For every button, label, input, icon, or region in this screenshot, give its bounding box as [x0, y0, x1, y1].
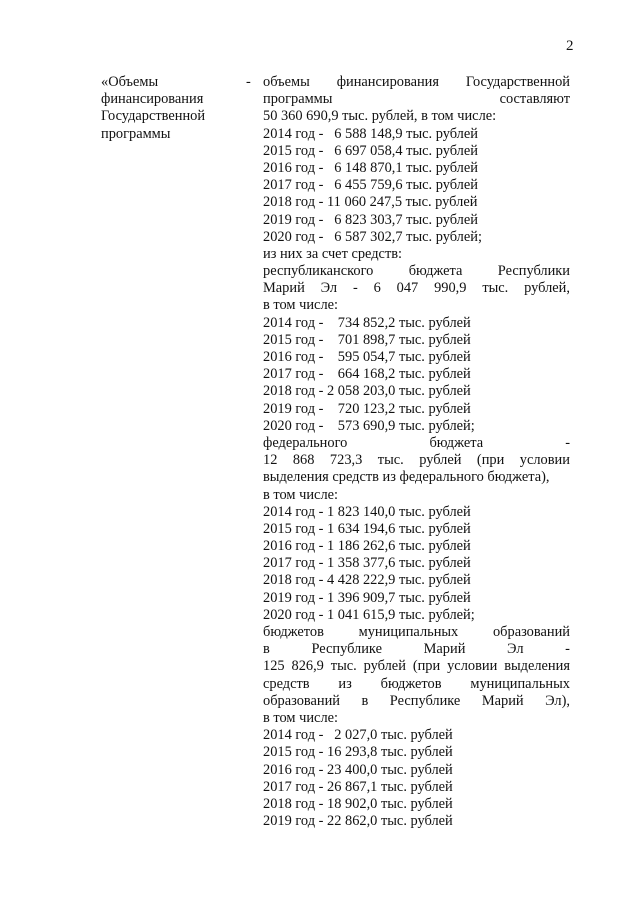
financing-line: 2019 год - 1 396 909,7 тыс. рублей [263, 589, 471, 606]
financing-word: 868 [292, 452, 315, 469]
financing-word: тыс. [377, 452, 404, 469]
financing-word: Республике [311, 641, 382, 658]
financing-word: бюджетов [380, 675, 442, 692]
financing-word: бюджета [408, 263, 463, 280]
financing-word: муниципальных [358, 624, 459, 640]
financing-line: 2017 год - 6 455 759,6 тыс. рублей [263, 177, 478, 194]
financing-line: в том числе: [263, 486, 339, 503]
financing-line: в том числе: [263, 709, 339, 726]
financing-word: Эл [320, 280, 338, 297]
financing-word: финансирования [336, 74, 439, 90]
financing-line: 2015 год - 1 634 194,6 тыс. рублей [263, 520, 471, 537]
section-label-line: «Объемы [101, 74, 159, 90]
financing-word: 6 [373, 280, 381, 297]
financing-line: 2020 год - 6 587 302,7 тыс. рублей; [263, 228, 482, 245]
financing-line: 2015 год - 701 898,7 тыс. рублей [263, 331, 471, 348]
financing-word: (при [412, 658, 441, 675]
financing-line: 2017 год - 26 867,1 тыс. рублей [263, 778, 453, 795]
financing-word: из [338, 675, 352, 692]
page-number: 2 [566, 38, 574, 54]
financing-word: Марий [263, 280, 305, 297]
financing-line: 2017 год - 664 168,2 тыс. рублей [263, 366, 471, 383]
financing-line [263, 263, 570, 280]
financing-line [263, 280, 570, 297]
financing-line: 2018 год - 18 902,0 тыс. рублей [263, 795, 453, 812]
financing-line: 50 360 690,9 тыс. рублей, в том числе: [263, 108, 497, 125]
financing-line [263, 676, 570, 693]
financing-line [263, 624, 570, 641]
financing-word: муниципальных [470, 675, 570, 692]
financing-line [263, 435, 570, 452]
financing-line: 2018 год - 4 428 222,9 тыс. рублей [263, 572, 471, 589]
financing-word: Республике [389, 692, 461, 709]
financing-line: из них за счет средств: [263, 245, 403, 262]
section-label-line: финансирования [101, 91, 204, 108]
financing-line [263, 91, 570, 108]
financing-word: Государственной [465, 74, 570, 90]
financing-line: 2015 год - 16 293,8 тыс. рублей [263, 744, 453, 761]
financing-word: составляют [499, 91, 570, 108]
financing-line: 2016 год - 1 186 262,6 тыс. рублей [263, 538, 471, 555]
financing-word: 12 [263, 452, 278, 469]
financing-line: 2014 год - 734 852,2 тыс. рублей [263, 314, 471, 331]
financing-line: 2020 год - 1 041 615,9 тыс. рублей; [263, 606, 475, 623]
financing-line: 2016 год - 6 148 870,1 тыс. рублей [263, 159, 478, 176]
financing-line [263, 693, 570, 710]
financing-word: условии [519, 452, 570, 469]
financing-word: в [263, 641, 270, 658]
financing-word: программы [263, 91, 333, 108]
financing-line: выделения средств из федерального бюджета), [263, 469, 550, 486]
financing-word: - [565, 434, 570, 451]
financing-line: 2015 год - 6 697 058,4 тыс. рублей [263, 142, 478, 159]
financing-word: образований [263, 692, 340, 709]
financing-word: 990,9 [434, 280, 467, 297]
financing-line: 2018 год - 11 060 247,5 тыс. рублей [263, 194, 478, 211]
financing-word: выделения [504, 658, 570, 675]
financing-word: бюджета [429, 434, 484, 451]
financing-line: 2020 год - 573 690,9 тыс. рублей; [263, 417, 475, 434]
section-label [101, 74, 246, 143]
financing-word: условии [447, 658, 498, 675]
financing-word: тыс. [330, 658, 357, 675]
financing-line: 2019 год - 720 123,2 тыс. рублей [263, 400, 471, 417]
financing-word: республиканского [263, 263, 374, 280]
financing-word: рублей [363, 658, 406, 675]
financing-line: 2016 год - 23 400,0 тыс. рублей [263, 761, 453, 778]
financing-word: федерального [263, 434, 348, 451]
financing-word: (при [476, 452, 505, 469]
financing-word: Марий [423, 641, 466, 658]
financing-word: 125 [263, 658, 285, 675]
section-label-line: программы [101, 125, 171, 142]
financing-details [263, 74, 570, 830]
financing-word: - [352, 280, 358, 297]
financing-word: объемы [263, 74, 310, 90]
financing-word: бюджетов [263, 624, 324, 640]
financing-line: 2014 год - 1 823 140,0 тыс. рублей [263, 503, 471, 520]
financing-word: рублей [419, 452, 462, 469]
financing-word: Эл [507, 641, 524, 658]
financing-word: тыс. [482, 280, 509, 297]
financing-line: 2014 год - 6 588 148,9 тыс. рублей [263, 125, 478, 142]
financing-word: 723,3 [329, 452, 363, 469]
financing-line: в том числе: [263, 297, 339, 314]
financing-word: в [361, 692, 369, 709]
financing-word: Марий [481, 692, 524, 709]
financing-line: 2019 год - 22 862,0 тыс. рублей [263, 813, 453, 830]
financing-line: 2014 год - 2 027,0 тыс. рублей [263, 727, 453, 744]
financing-line: 2016 год - 595 054,7 тыс. рублей [263, 349, 471, 365]
financing-word: 826,9 [291, 658, 324, 675]
financing-word: Республики [497, 263, 570, 280]
section-label-line: Государственной [101, 108, 206, 125]
financing-line [263, 74, 570, 91]
financing-line: 2017 год - 1 358 377,6 тыс. рублей [263, 555, 471, 572]
financing-word: рублей, [524, 280, 570, 297]
financing-word: образований [492, 624, 570, 640]
financing-line: 2018 год - 2 058 203,0 тыс. рублей [263, 383, 471, 400]
label-separator-dash: - [246, 74, 251, 90]
financing-line [263, 641, 570, 658]
financing-line [263, 452, 570, 469]
financing-word: Эл), [545, 692, 570, 709]
financing-line: 2019 год - 6 823 303,7 тыс. рублей [263, 211, 478, 228]
financing-line [263, 658, 570, 675]
financing-word: средств [263, 675, 310, 692]
financing-word: - [565, 641, 570, 658]
financing-word: 047 [396, 280, 419, 297]
